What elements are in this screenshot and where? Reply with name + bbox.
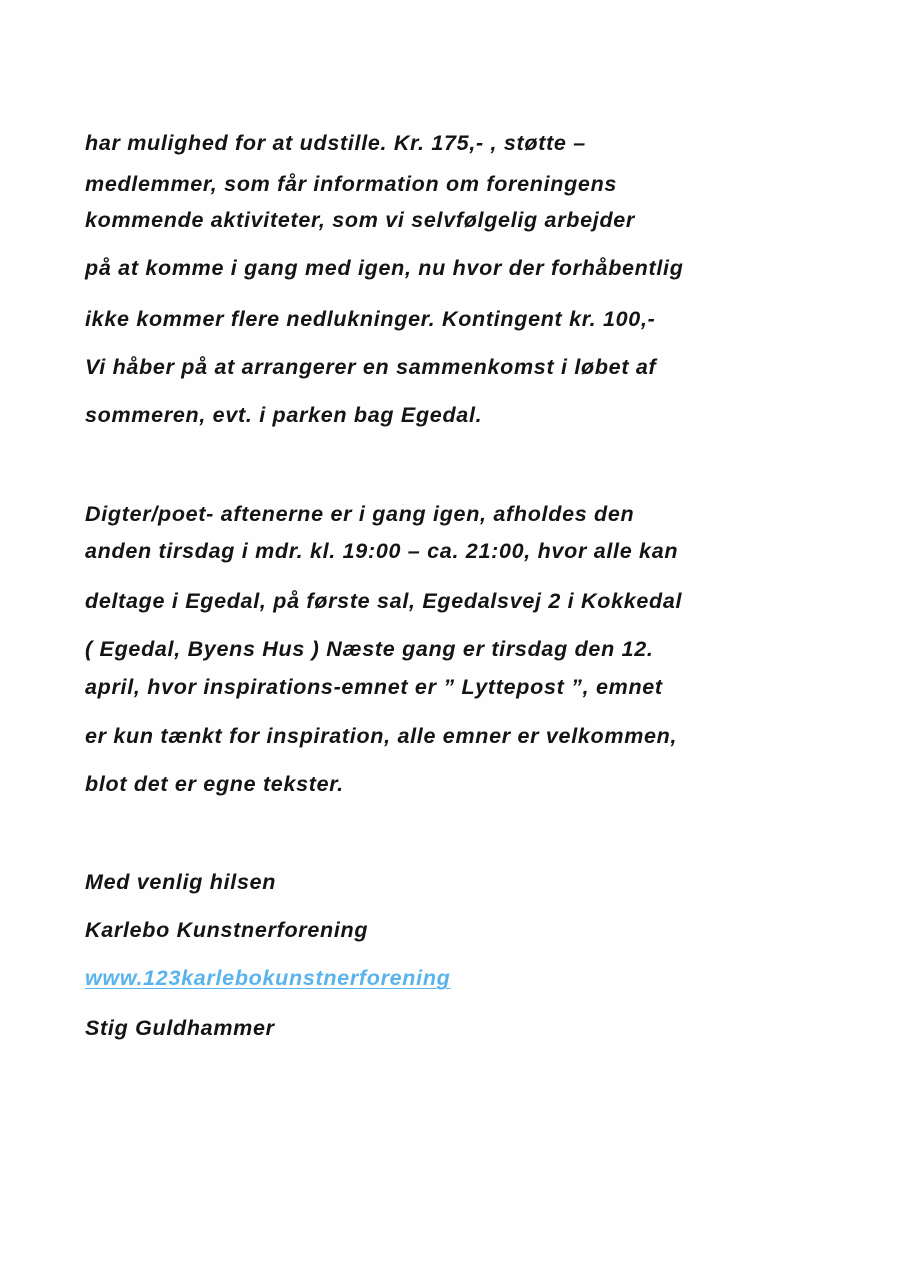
paragraph-2-line-2: anden tirsdag i mdr. kl. 19:00 – ca. 21:00, hvor alle kan [85,539,679,563]
paragraph-1-line-3: kommende aktiviteter, som vi selvfølgelig arbejder [85,208,636,232]
signature-name: Stig Guldhammer [85,1016,275,1040]
paragraph-2-line-1: Digter/poet- aftenerne er i gang igen, afholdes den [85,502,635,526]
paragraph-1-line-4: på at komme i gang med igen, nu hvor der forhåbentlig [85,256,684,280]
paragraph-1-line-2: medlemmer, som får information om foreningens [85,172,618,196]
paragraph-1-line-7: sommeren, evt. i parken bag Egedal. [85,403,483,427]
paragraph-1-line-1: har mulighed for at udstille. Kr. 175,- , støtte – [85,131,586,155]
paragraph-2-line-4: ( Egedal, Byens Hus ) Næste gang er tirsdag den 12. [85,637,654,661]
closing-greeting: Med venlig hilsen [85,870,277,894]
paragraph-1-line-6: Vi håber på at arrangerer en sammenkomst i løbet af [85,355,657,379]
paragraph-2-line-5: april, hvor inspirations-emnet er ” Lyttepost ”, emnet [85,675,663,699]
organization-name: Karlebo Kunstnerforening [85,918,369,942]
paragraph-1-line-5: ikke kommer flere nedlukninger. Kontingent kr. 100,- [85,307,656,331]
website-link[interactable]: www.123karlebokunstnerforening [85,966,451,990]
paragraph-2-line-7: blot det er egne tekster. [85,772,344,796]
paragraph-2-line-3: deltage i Egedal, på første sal, Egedalsvej 2 i Kokkedal [85,589,683,613]
paragraph-2-line-6: er kun tænkt for inspiration, alle emner er velkommen, [85,724,678,748]
